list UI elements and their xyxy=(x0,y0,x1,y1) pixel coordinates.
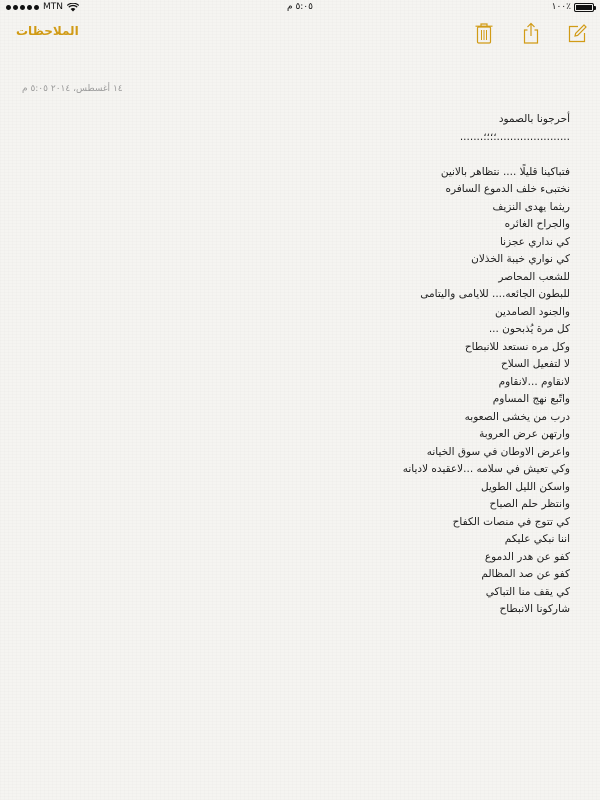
note-body-line: وانتظر حلم الصباح xyxy=(489,498,570,510)
compose-icon[interactable] xyxy=(567,22,587,44)
status-right xyxy=(552,2,594,12)
note-body-line: درب من يخشى الصعوبه xyxy=(464,410,570,423)
note-body-line: وكل مره نستعد للانبطاح xyxy=(464,340,570,353)
note-body-line: واتّبع نهج المساوم xyxy=(492,393,570,405)
note-body-line: ريثما يهدى النزيف xyxy=(492,200,570,213)
battery-icon xyxy=(574,3,594,12)
note-body-line: وارتهن عرض العروبة xyxy=(479,428,570,440)
status-time: ٥:٠٥ م xyxy=(287,2,313,12)
notes-toolbar xyxy=(0,18,600,50)
share-icon[interactable] xyxy=(521,22,541,44)
note-body-line: للبطون الجائعه.... للايامى واليتامى xyxy=(420,288,570,300)
note-body-line: كي نواري خيبة الخذلان xyxy=(471,253,570,265)
note-body[interactable] xyxy=(190,111,570,619)
back-to-notes-button[interactable]: الملاحظات xyxy=(16,24,79,38)
note-body-line: والجراح الغائره xyxy=(504,218,570,230)
note-timestamp: ١٤ أغسطس، ٢٠١٤ ٥:٠٥ م xyxy=(22,84,123,94)
carrier-name: MTN xyxy=(43,2,63,12)
note-body-line: نختبىء خلف الدموع السافره xyxy=(445,183,570,195)
note-body-line: والجنود الصامدين xyxy=(494,305,570,318)
trash-icon[interactable] xyxy=(474,22,494,44)
note-body-line: شاركونا الانبطاح xyxy=(499,603,570,615)
note-body-line: لا لتفعيل السلاح xyxy=(500,358,570,370)
note-title-line: أحرجونا بالصمود xyxy=(498,113,570,125)
note-body-line: اننا نبكي عليكم xyxy=(504,533,570,545)
paragraph-gap xyxy=(190,146,570,164)
note-body-line: لانقاوم ...لانقاوم xyxy=(498,375,570,388)
note-body-line: وكي تعيش في سلامه ...لاعقيده لاديانه xyxy=(402,463,570,475)
note-body-line: فتباكينا قليلًا .... نتظاهر بالانين xyxy=(440,165,570,178)
note-body-line: كفو عن هدر الدموع xyxy=(484,550,570,563)
note-body-line: واسكن الليل الطويل xyxy=(481,480,570,493)
note-body-line: كفو عن صد المظالم xyxy=(481,568,570,580)
status-bar xyxy=(0,0,600,16)
note-body-line: كي نداري عجزنا xyxy=(499,235,570,248)
note-title-line: ......................؛؛؛؛....... xyxy=(459,130,570,143)
battery-percentage: ١٠٠٪ xyxy=(551,2,571,12)
note-body-line: كي تتوج في منصات الكفاح xyxy=(452,515,570,528)
note-body-line: واعرض الاوطان في سوق الخيانه xyxy=(426,445,570,458)
note-body-line: كي يقف منا التباكي xyxy=(485,585,570,598)
note-body-line: كل مرة يُذبحون ... xyxy=(488,323,570,335)
note-body-line: للشعب المحاصر xyxy=(498,270,570,283)
